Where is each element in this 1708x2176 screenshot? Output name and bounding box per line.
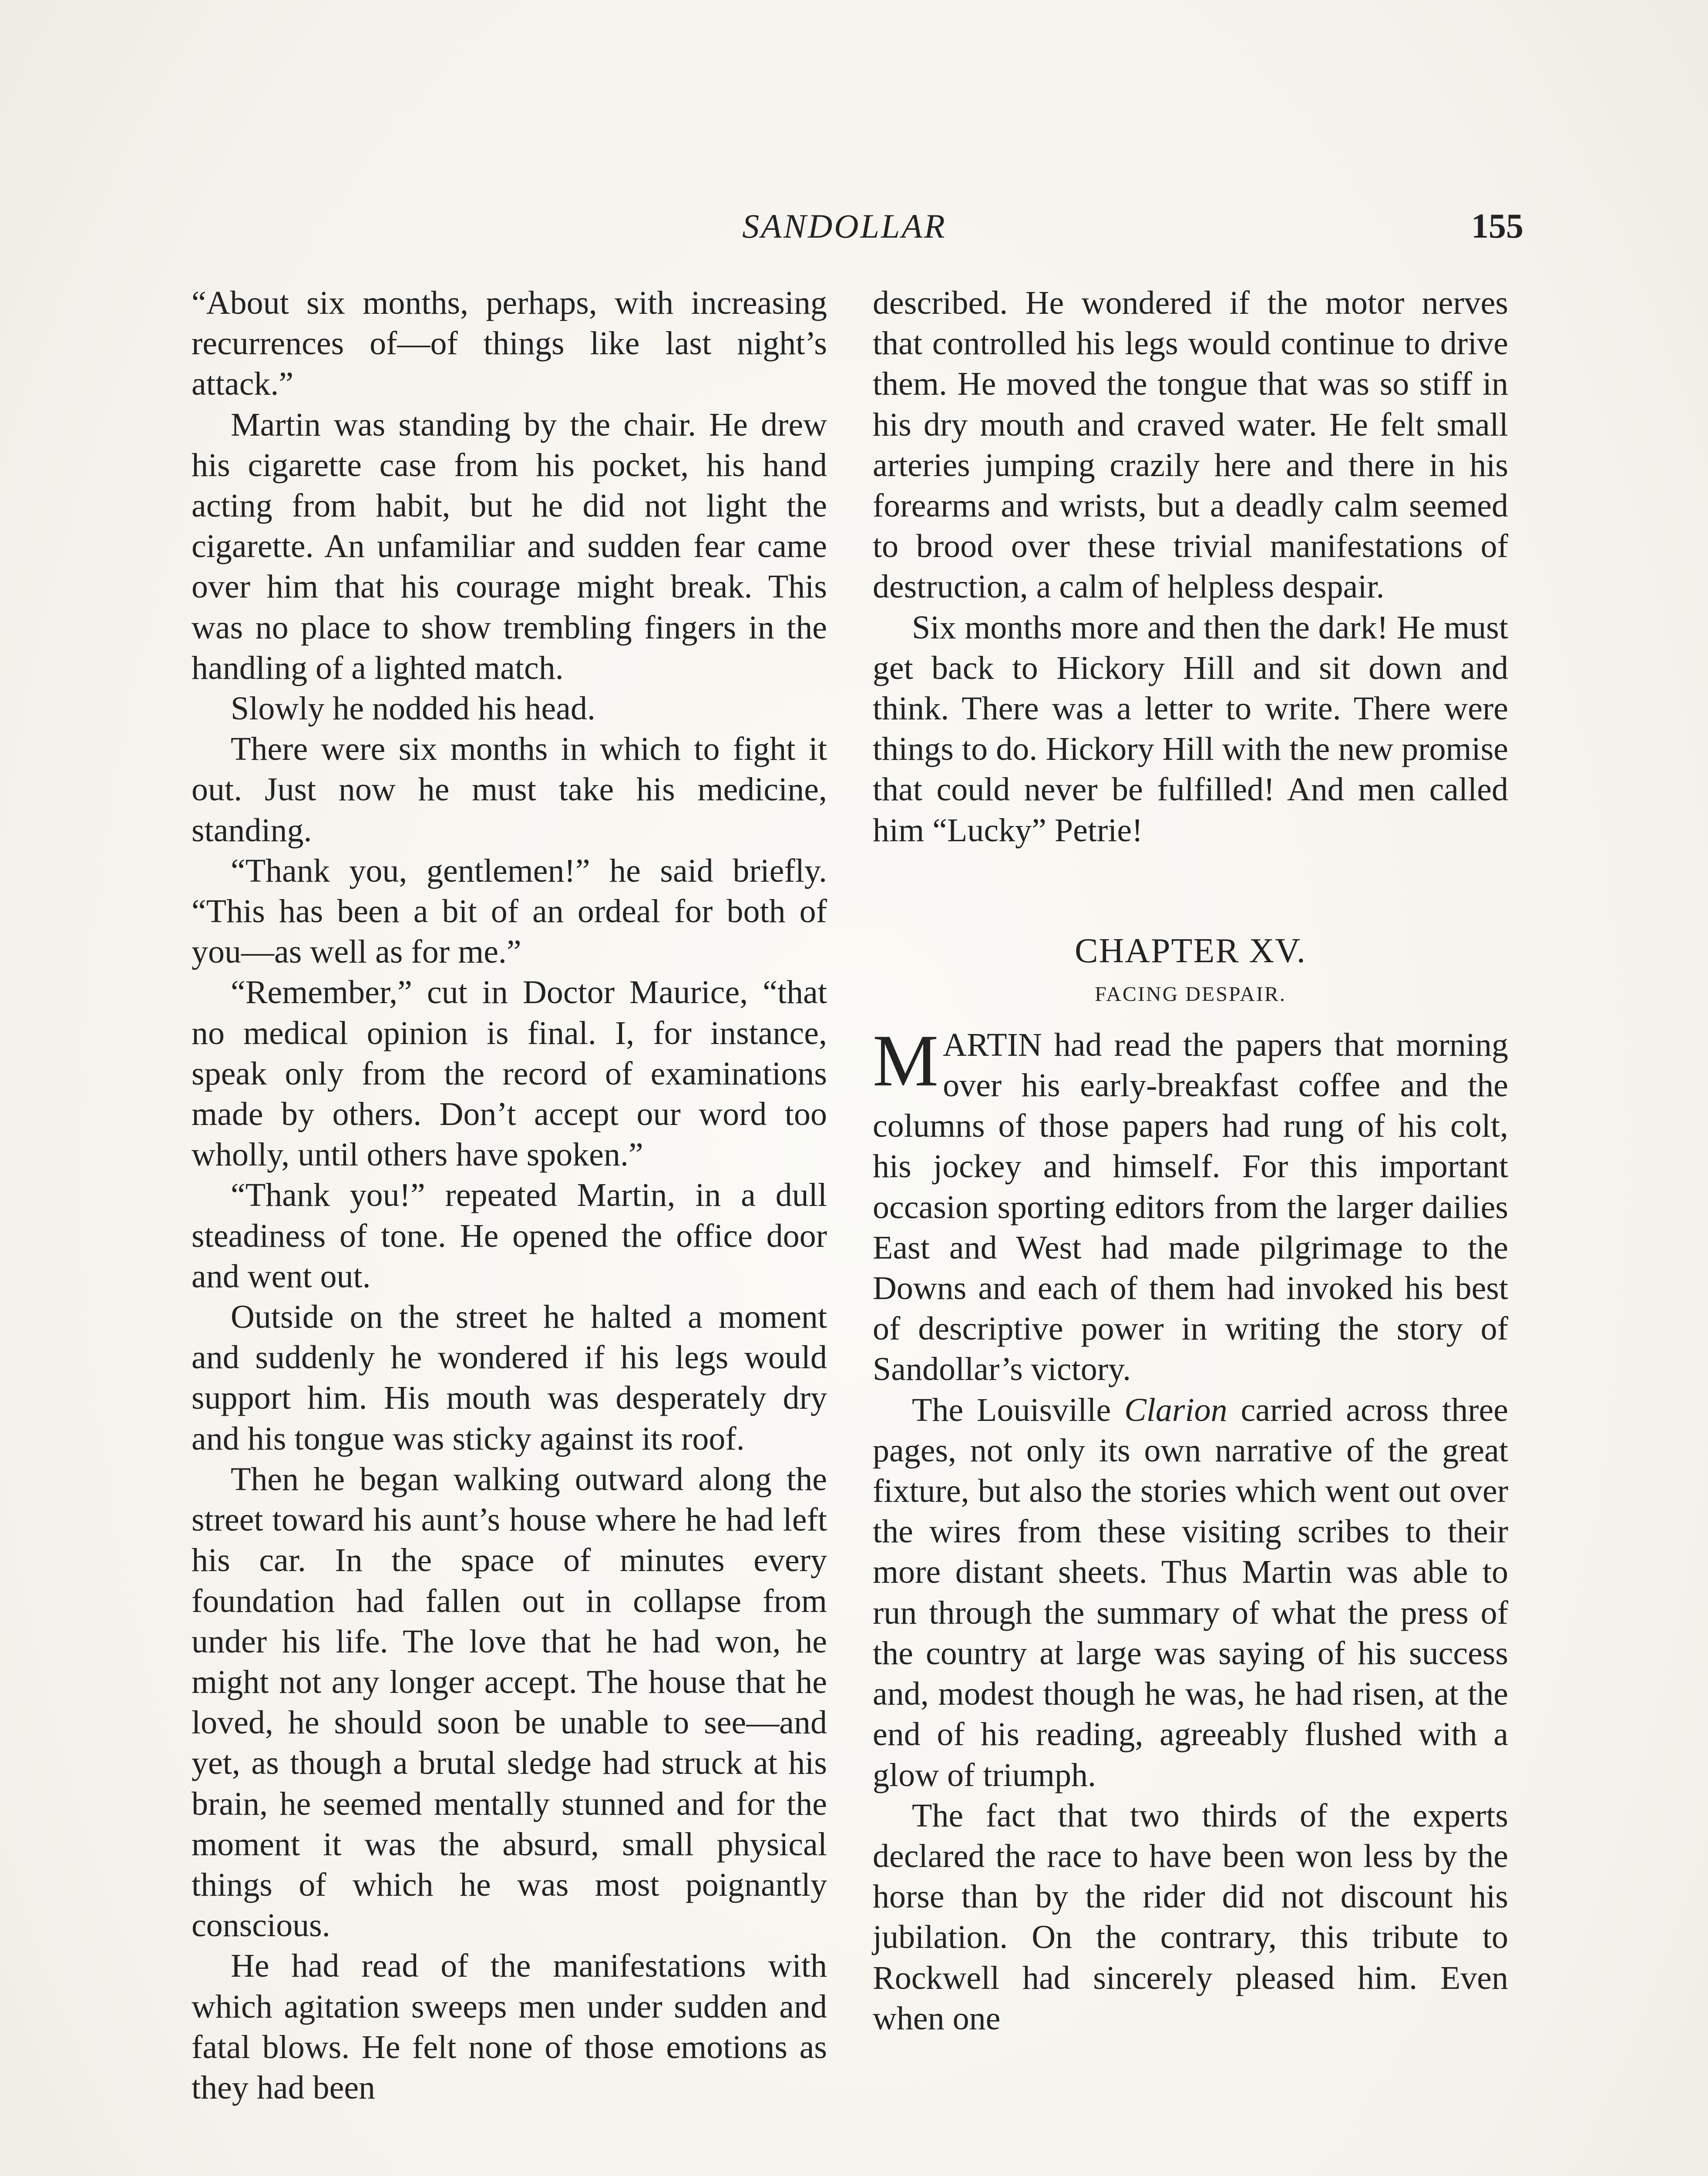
paragraph	[873, 1390, 1508, 1796]
paragraph: The fact that two thirds of the experts declared the race to have been won less by the horse than by the rider did not discount his jubilation. On the contrary, this tribute to Rockwell had sincerely pleased him. Even when one	[873, 1797, 1508, 2037]
paragraph: “Thank you!” repeated Martin, in a dull steadiness of tone. He opened the office door and went out.	[192, 1177, 827, 1295]
paragraph: Six months more and then the dark! He must get back to Hickory Hill and sit down and think. There was a letter to write. There were things to do. Hickory Hill with the new promise that could never be fulfilled! And men called him “Lucky” Petrie!	[873, 609, 1508, 849]
paragraph: “Thank you, gentlemen!” he said briefly. “This has been a bit of an ordeal for both of you—as well as for me.”	[192, 852, 827, 970]
text-run: carried across three pages, not only its own narrative of the great fixture, but also the stories which went out over the wires from these visiting scribes to their more distant sheets. Thus Martin was able to run through the summary of what the press of the country at large was saying of his success and, modest though he was, he had risen, at the end of his reading, agreeably flushed with a glow of triumph.	[873, 1391, 1508, 1793]
chapter-title: CHAPTER XV.	[1075, 931, 1306, 970]
paragraph-continuation: described. He wondered if the motor nerves that controlled his legs would continue to drive them. He moved the tongue that was so stiff in his dry mouth and craved water. He felt small arteries jumping crazily here and there in his forearms and wrists, but a deadly calm seemed to brood over these trivial manifestations of destruction, a calm of helpless despair.	[873, 285, 1508, 605]
left-column	[192, 283, 827, 2108]
newspaper-name: Clarion	[1124, 1391, 1227, 1428]
paragraph: Martin was standing by the chair. He drew his cigarette case from his pocket, his hand acting from habit, but he did not light the cigarette. An unfamiliar and sudden fear came over him that his courage might break. This was no place to show trembling fingers in the handling of a lighted match.	[192, 406, 827, 686]
opening-text: ARTIN had read the papers that morning over his early-breakfast coffee and the columns of those papers had rung of his colt, his jockey and himself. For this important occasion sporting editors from the larger dailies East and West had made pilgrimage to the Downs and each of them had invoked his best of descriptive power in writing the story of Sandollar’s victory.	[873, 1026, 1508, 1388]
drop-cap: M	[873, 1019, 939, 1101]
paragraph: “About six months, perhaps, with increasing recurrences of—of things like last night’s attack.”	[192, 285, 827, 403]
chapter-opening-paragraph	[873, 1019, 1508, 1390]
right-column	[873, 283, 1508, 2039]
running-head: SANDOLLAR	[742, 207, 947, 245]
text-run: The Louisville	[912, 1391, 1125, 1428]
paragraph: “Remember,” cut in Doctor Maurice, “that no medical opinion is final. I, for instance, speak only from the record of examinations made by others. Don’t accept our word too wholly, until others have spoken.”	[192, 974, 827, 1173]
paragraph: Then he began walking outward along the street toward his aunt’s house where he had left his car. In the space of minutes every foundation had fallen out in collapse from under his life. The love that he had won, he might not any longer accept. The house that he loved, he should soon be unable to see—and yet, as though a brutal sledge had struck at his brain, he seemed mentally stunned and for the moment it was the absurd, small physical things of which he was most poignantly conscious.	[192, 1461, 827, 1944]
paragraph: Slowly he nodded his head.	[231, 690, 596, 727]
paragraph: Outside on the street he halted a moment and suddenly he wondered if his legs would support him. His mouth was desperately dry and his tongue was sticky against its roof.	[192, 1299, 827, 1457]
page-number: 155	[1471, 207, 1523, 245]
paragraph: He had read of the manifestations with which agitation sweeps men under sudden and fatal blows. He felt none of those emotions as they had been	[192, 1948, 827, 2106]
chapter-subtitle: FACING DESPAIR.	[1095, 982, 1286, 1006]
paragraph: There were six months in which to fight it out. Just now he must take his medicine, standing.	[192, 731, 827, 849]
